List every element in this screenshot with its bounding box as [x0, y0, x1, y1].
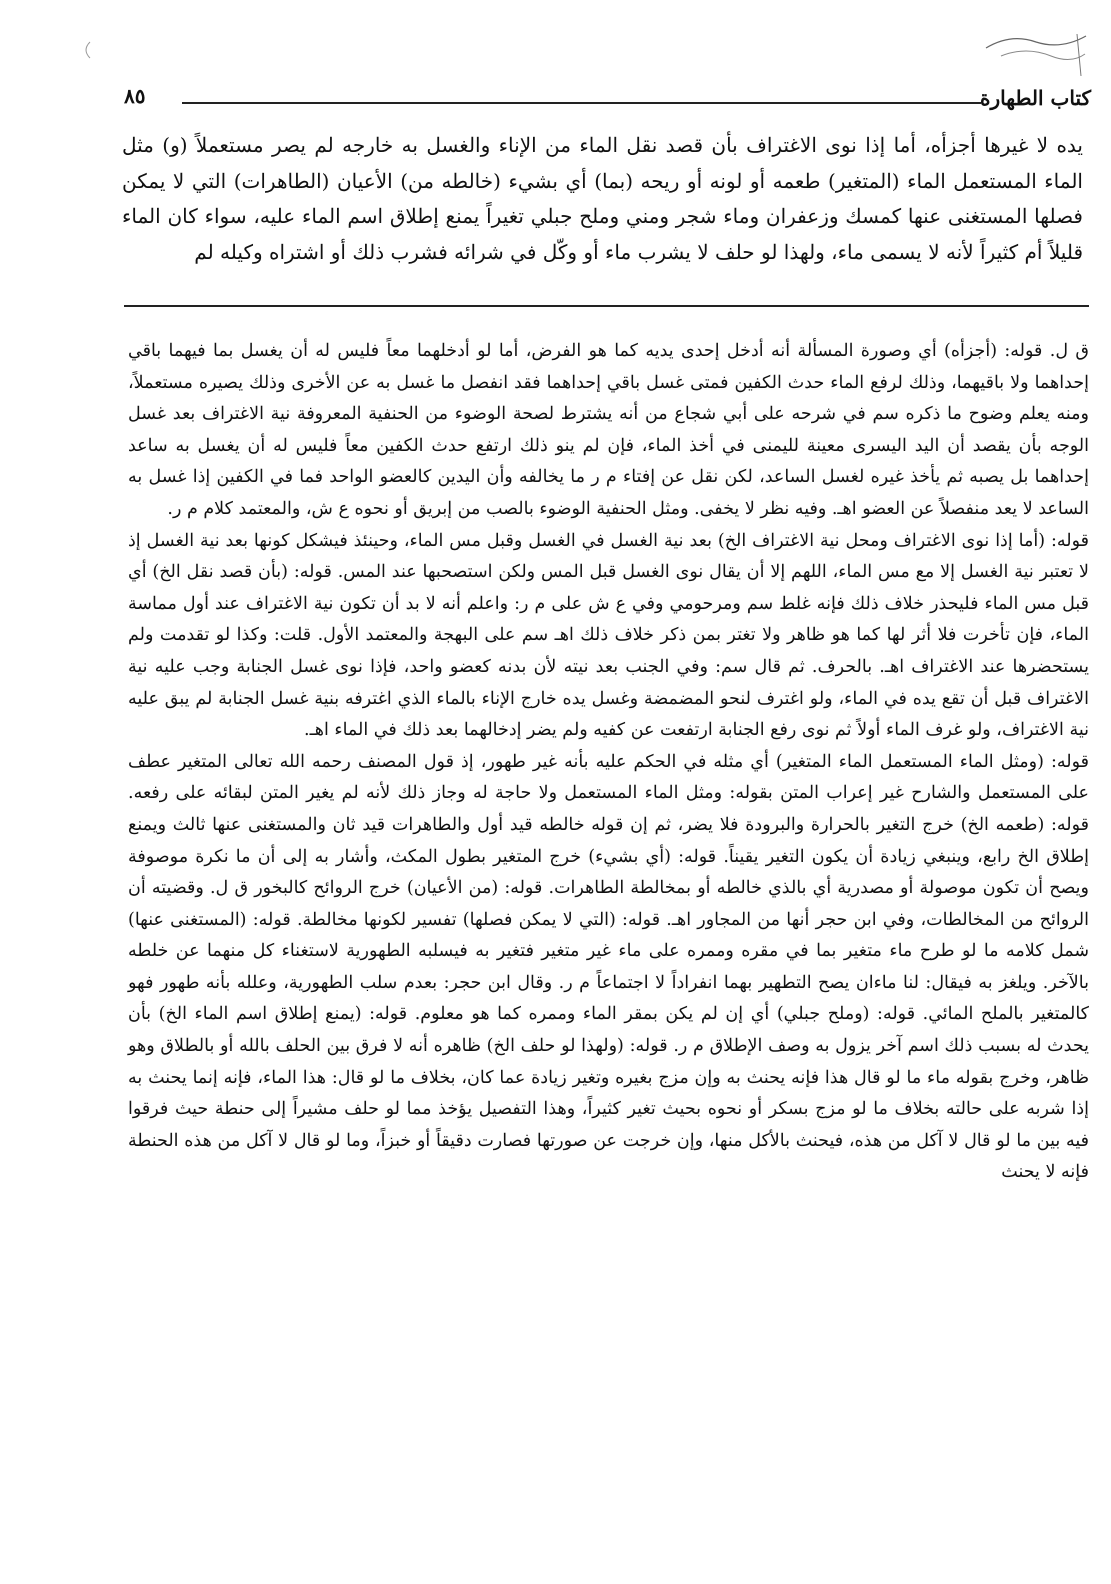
- main-text: يده لا غيرها أجزأه، أما إذا نوى الاغتراف بأن قصد نقل الماء من الإناء والغسل به خارجه لم يصر مستعملاً (و) مثل الماء المستعمل الماء (المتغير) طعمه أو لونه أو ريحه (بما) أي بشيء (خالطه من) الأعيان (الطاهرات) التي لا يمكن فصلها المستغنى عنها كمسك وزعفران وماء شجر ومني وملح جبلي تغيراً يمنع إطلاق اسم الماء عليه، سواء كان الماء قليلاً أم كثيراً لأنه لا يسمى ماء، ولهذا لو حلف لا يشرب ماء أو وكّل في شرائه فشرب ذلك أو اشتراه وكيله لم: [122, 133, 1083, 264]
- chapter-title: كتاب الطهارة: [980, 86, 1091, 110]
- header-rule: [182, 102, 981, 104]
- main-text-block: [122, 128, 1083, 270]
- margin-mark-icon: [80, 40, 94, 60]
- commentary-paragraph: قوله: (أما إذا نوى الاغتراف ومحل نية الاغتراف الخ) بعد نية الغسل في الغسل وقبل مس الماء، وحينئذ فيشكل كونها بعد نية الغسل إذ لا تعتبر نية الغسل إلا مع مس الماء، اللهم إلا أن يقال نوى الغسل قبل المس ولكن استصحبها عند المس. قوله: (بأن قصد نقل الخ) أي قبل مس الماء فليحذر خلاف ذلك فإنه غلط سم ومرحومي وفي ع ش على م ر: واعلم أنه لا بد أن تكون نية الاغتراف عند أول مماسة الماء، فإن تأخرت فلا أثر لها كما هو ظاهر ولا تغتر بمن ذكر خلاف ذلك اهـ سم على البهجة والمعتمد الأول. قلت: وكذا لو تقدمت ولم يستحضرها عند الاغتراف اهـ. بالحرف. ثم قال سم: وفي الجنب بعد نيته لأن بدنه كعضو واحد، فإذا نوى غسل الجنابة وجب عليه نية الاغتراف قبل أن تقع يده في الماء، ولو اغترف لنحو المضمضة وغسل يده خارج الإناء بالماء الذي اغترفه بنية غسل الجنابة لم يبق عليه نية الاغتراف، ولو غرف الماء أولاً ثم نوى رفع الجنابة ارتفعت عن كفيه ولم يضر إدخالهما بعد ذلك في الماء اهـ.: [128, 530, 1089, 741]
- ornament-icon: [981, 28, 1091, 78]
- page-number: ٨٥: [124, 84, 146, 108]
- commentary-paragraph: قوله: (ومثل الماء المستعمل الماء المتغير) أي مثله في الحكم عليه بأنه غير طهور، إذ قول المصنف رحمه الله تعالى المتغير عطف على المستعمل والشارح غير إعراب المتن بقوله: ومثل الماء المستعمل ولا حاجة له وجاز ذلك لأنه لم يغير المتن لبقائه على رفعه. قوله: (طعمه الخ) خرج التغير بالحرارة والبرودة فلا يضر، ثم إن قوله خالطه قيد أول والطاهرات قيد ثان والمستغنى عنها ثالث ويمنع إطلاق الخ رابع، وينبغي زيادة أن يكون التغير يقيناً. قوله: (أي بشيء) خرج المتغير بطول المكث، وأشار به إلى أن ما نكرة موصوفة ويصح أن تكون موصولة أو مصدرية أي بالذي خالطه أو بمخالطة الطاهرات. قوله: (من الأعيان) خرج الروائح كالبخور ق ل. وقضيته أن الروائح من المخالطات، وفي ابن حجر أنها من المجاور اهـ. قوله: (التي لا يمكن فصلها) تفسير لكونها مخالطة. قوله: (المستغنى عنها) شمل كلامه ما لو طرح ماء متغير بما في مقره وممره على ماء غير متغير فتغير به فيسلبه الطهورية لاستغناء كل منهما عن خلطه بالآخر. ويلغز به فيقال: لنا ماءان يصح التطهير بهما انفراداً لا اجتماعاً م ر. وقال ابن حجر: بعدم سلب الطهورية، وعلله بأنه طهور فهو كالمتغير بالملح المائي. قوله: (وملح جبلي) أي إن لم يكن بمقر الماء وممره كما هو معلوم. قوله: (يمنع إطلاق اسم الماء الخ) بأن يحدث له بسبب ذلك اسم آخر يزول به وصف الإطلاق م ر. قوله: (ولهذا لو حلف الخ) ظاهره أنه لا فرق بين الحلف بالله أو بالطلاق وهو ظاهر، وخرج بقوله ماء ما لو قال هذا فإنه يحنث به وإن مزج بغيره وتغير زيادة عما كان، بخلاف ما لو قال: هذا الماء، فإنه إنما يحنث به إذا شربه على حالته بخلاف ما لو مزج بسكر أو نحوه بحيث تغير كثيراً، وهذا التفصيل يؤخذ مما لو حلف مشيراً إلى حنطة حيث فرقوا فيه بين ما لو قال لا آكل من هذه، فيحنث بالأكل منها، وإن خرجت عن صورتها فصارت دقيقاً أو خبزاً، وما لو قال لا آكل من هذه الحنطة فإنه لا يحنث: [128, 751, 1089, 1183]
- commentary-block: [128, 336, 1089, 1189]
- section-separator: [124, 305, 1089, 307]
- page-header: [124, 84, 1091, 120]
- commentary-paragraph: ق ل. قوله: (أجزأه) أي وصورة المسألة أنه أدخل إحدى يديه كما هو الفرض، أما لو أدخلهما معاً فليس له أن يغسل بما فيهما باقي إحداهما ولا باقيهما، وذلك لرفع الماء حدث الكفين فمتى غسل باقي إحداهما فقد انفصل ما غسل به عن الأخرى وذلك يصيره مستعملاً، ومنه يعلم وضوح ما ذكره سم في شرحه على أبي شجاع من أنه يشترط لصحة الوضوء من الحنفية المعروفة نية الاغتراف بعد غسل الوجه بأن يقصد أن اليد اليسرى معينة لليمنى في أخذ الماء، فإن لم ينو ذلك ارتفع حدث الكفين معاً فليس له أن يغسل به ساعد إحداهما بل يصبه ثم يأخذ غيره لغسل الساعد، لكن نقل عن إفتاء م ر ما يخالفه وأن اليدين كالعضو الواحد فما في الكفين إذا غسل به الساعد لا يعد منفصلاً عن العضو اهـ. وفيه نظر لا يخفى. ومثل الحنفية الوضوء بالصب من إبريق أو نحوه ع ش، والمعتمد كلام م ر.: [128, 341, 1089, 519]
